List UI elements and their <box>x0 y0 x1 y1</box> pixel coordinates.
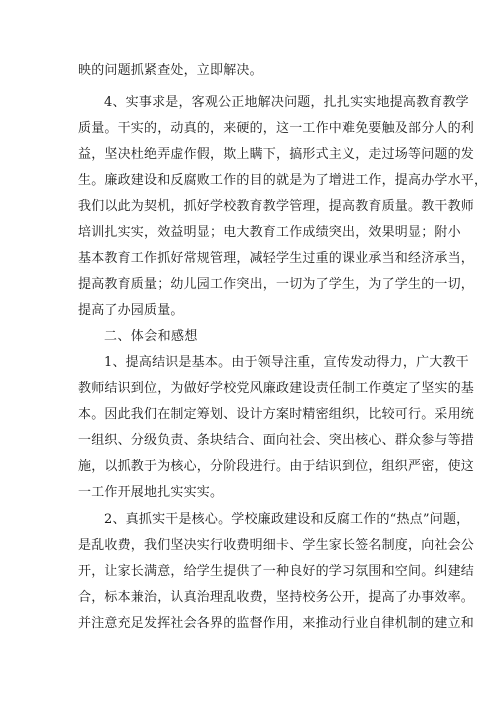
text-line: 益，坚决杜绝弄虚作假，欺上瞒下，搞形式主义，走过场等问题的发 <box>78 147 475 162</box>
text-line: 提高教育质量；幼儿园工作突出，一切为了学生，为了学生的一切， <box>78 277 475 292</box>
text-line: 本。因此我们在制定筹划、设计方案时精密组织，比较可行。采用统 <box>78 407 475 422</box>
text-line: 1、提高结识是基本。由于领导注重，宣传发动得力，广大教干 <box>104 355 469 370</box>
text-line: 合，标本兼治，认真治理乱收费，坚持校务公开，提高了办事效率。 <box>78 590 475 605</box>
text-line: 教师结识到位，为做好学校党风廉政建设责任制工作奠定了坚实的基 <box>78 381 475 396</box>
text-line: 生。廉政建设和反腐败工作的目的就是为了增进工作，提高办学水平， <box>78 173 488 188</box>
text-line: 我们以此为契机，抓好学校教育教学管理，提高教育质量。教干教师 <box>78 199 475 214</box>
text-line: 映的问题抓紧查处，立即解决。 <box>78 63 263 78</box>
text-line: 开，让家长满意，给学生提供了一种良好的学习氛围和空间。纠建结 <box>78 564 475 579</box>
text-line: 一工作开展地扎实实实。 <box>78 485 224 500</box>
text-line: 质量。干实的，动真的，来硬的，这一工作中难免要触及部分人的利 <box>78 121 475 136</box>
text-line: 是乱收费，我们坚决实行收费明细卡、学生家长签名制度，向社会公 <box>78 538 475 553</box>
text-line: 培训扎实实，效益明显；电大教育工作成绩突出，效果明显；附小 <box>78 225 461 240</box>
text-line: 施，以抓教于为核心，分阶段进行。由于结识到位，组织严密，使这 <box>78 459 475 474</box>
section-heading: 二、体会和感想 <box>104 329 198 344</box>
text-line: 4、实事求是，客观公正地解决问题，扎扎实实地提高教育教学 <box>104 95 469 110</box>
text-line: 一组织、分级负责、条块结合、面向社会、突出核心、群众参与等措 <box>78 433 475 448</box>
text-line: 2、真抓实干是核心。学校廉政建设和反腐工作的“热点”问题， <box>104 512 470 527</box>
text-line: 基本教育工作抓好常规管理，减轻学生过重的课业承当和经济承当， <box>78 251 475 266</box>
text-line: 提高了办园质量。 <box>78 303 184 318</box>
text-line: 并注意充足发挥社会各界的监督作用，来推动行业自律机制的建立和 <box>78 616 475 631</box>
